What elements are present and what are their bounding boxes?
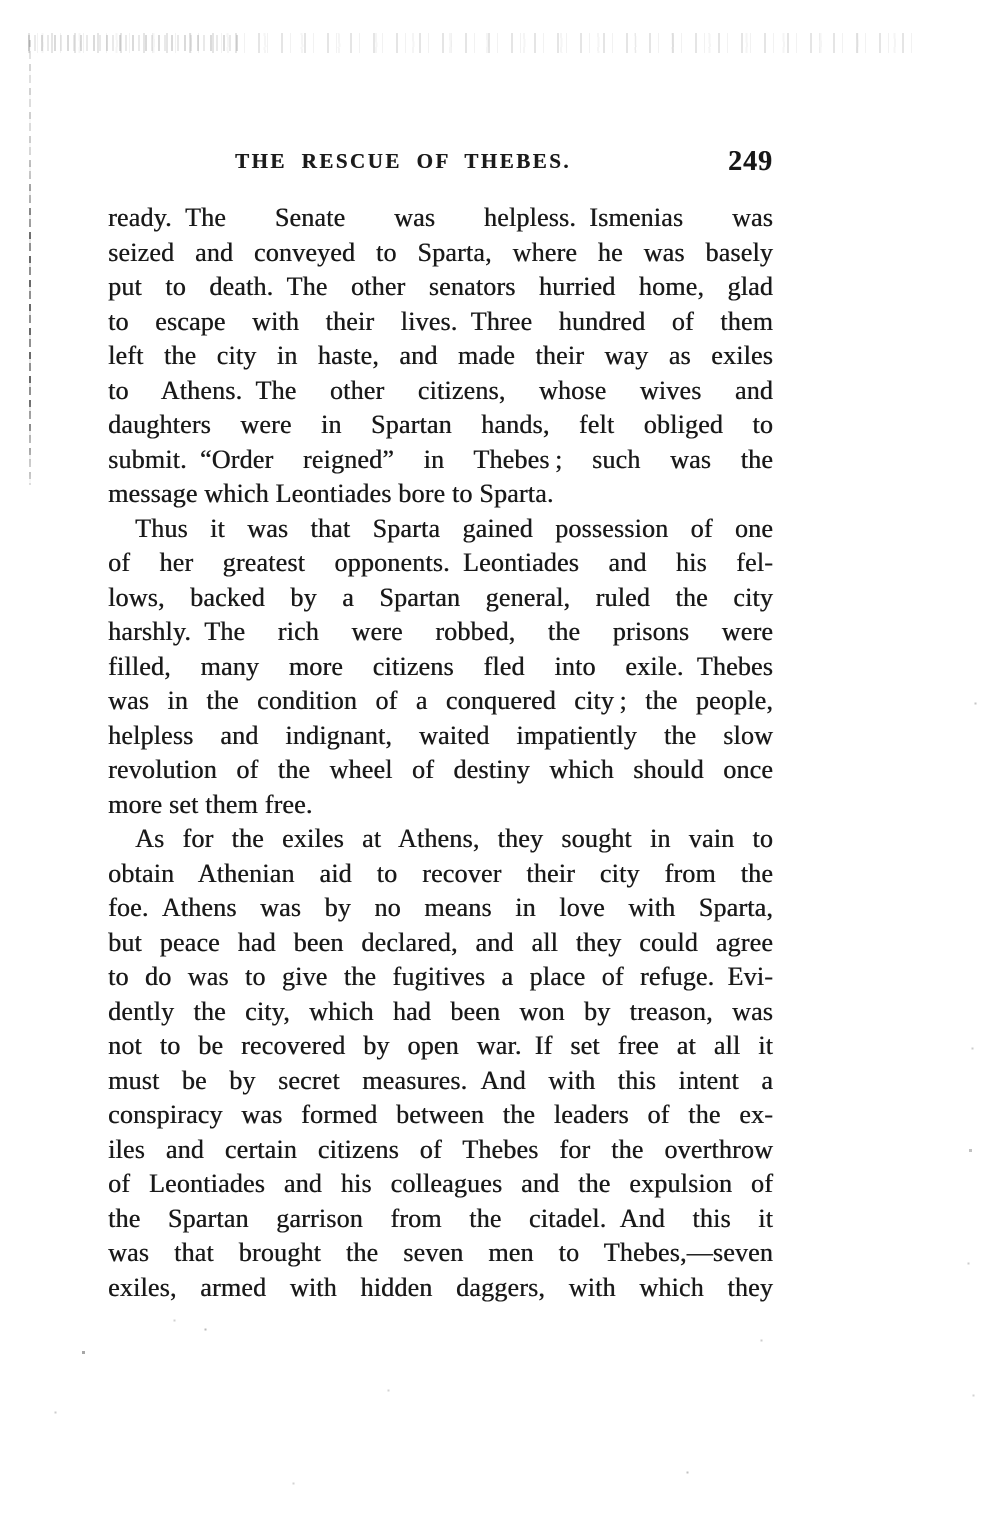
text-line: filled, many more citizens fled into exile. Thebes (108, 651, 773, 681)
text-line: put to death. The other senators hurried home, glad (108, 272, 773, 301)
paragraph (108, 822, 773, 1305)
text-line: exiles, armed with hidden daggers, with which they (108, 1272, 773, 1302)
text-line: was in the condition of a conquered city ; the people, (108, 686, 773, 715)
text-line: harshly. The rich were robbed, the prisons were (108, 617, 773, 646)
paragraph (108, 201, 773, 512)
text-line: more set them free. (108, 789, 313, 819)
text-block (108, 201, 773, 1305)
paper-specks (0, 0, 1, 1)
paragraph (108, 512, 773, 823)
text-line: the Spartan garrison from the citadel. And this it (108, 1203, 773, 1233)
text-line: daughters were in Spartan hands, felt obliged to (108, 410, 773, 439)
text-line: left the city in haste, and made their way as exiles (108, 341, 773, 370)
text-line: but peace had been declared, and all they could agree (108, 927, 773, 957)
text-line: revolution of the wheel of destiny which should once (108, 755, 773, 784)
text-line: of Leontiades and his colleagues and the expulsion of (108, 1169, 773, 1198)
text-line: As for the exiles at Athens, they sought in vain to (135, 824, 773, 853)
text-line: to escape with their lives. Three hundred of them (108, 306, 773, 336)
text-line: not to be recovered by open war. If set free at all it (108, 1031, 773, 1060)
text-line: dently the city, which had been won by treason, was (108, 996, 773, 1026)
text-line: seized and conveyed to Sparta, where he was basely (108, 237, 773, 267)
scan-noise-band (28, 33, 920, 53)
text-line: message which Leontiades bore to Sparta. (108, 479, 554, 508)
text-line: submit. “Order reigned” in Thebes ; such was the (108, 444, 773, 474)
text-line: Thus it was that Sparta gained possession of one (135, 513, 773, 543)
text-line: of her greatest opponents. Leontiades and his fel- (108, 548, 773, 577)
binding-gutter-line (29, 40, 31, 485)
text-line: lows, backed by a Spartan general, ruled the city (108, 582, 773, 612)
text-line: conspiracy was formed between the leaders of the ex- (108, 1100, 773, 1129)
text-line: to Athens. The other citizens, whose wives and (108, 375, 773, 405)
text-line: was that brought the seven men to Thebes,—seven (108, 1238, 773, 1267)
running-header (108, 146, 773, 180)
text-line: must be by secret measures. And with this intent a (108, 1065, 773, 1095)
text-line: ready. The Senate was helpless. Ismenias was (108, 203, 773, 232)
header-title: THE RESCUE OF THEBES. (234, 149, 572, 173)
text-line: obtain Athenian aid to recover their city from the (108, 858, 773, 888)
text-line: iles and certain citizens of Thebes for the overthrow (108, 1134, 773, 1164)
page-number: 249 (728, 146, 773, 177)
text-line: foe. Athens was by no means in love with Sparta, (108, 893, 773, 922)
text-line: helpless and indignant, waited impatiently the slow (108, 720, 773, 750)
text-line: to do was to give the fugitives a place of refuge. Evi- (108, 962, 773, 991)
